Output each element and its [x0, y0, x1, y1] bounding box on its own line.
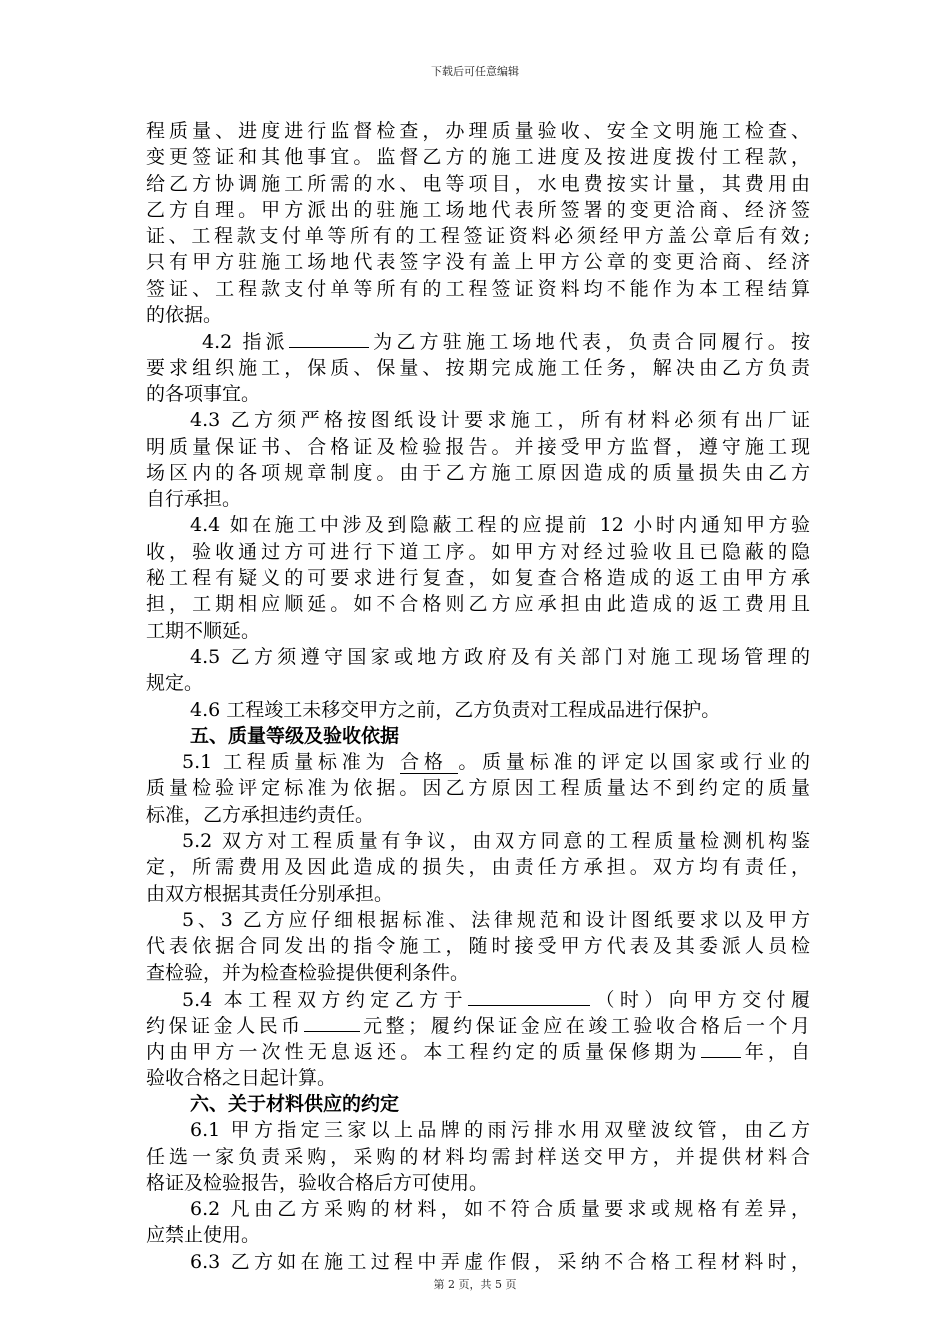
page-footer: 第 2 页，共 5 页 — [433, 1278, 517, 1291]
clause-5-1-suffix: 。质量标准的评定以国家或行业的 — [458, 751, 810, 774]
text-line: 程质量、进度进行监督检查，办理质量验收、安全文明施工检查、 — [146, 120, 810, 142]
text-line: 秘工程有疑义的可要求进行复查，如复查合格造成的返工由甲方承 — [146, 567, 810, 590]
clause-5-4-time: （时） — [590, 988, 669, 1011]
clause-5-4-line-2 — [146, 1012, 810, 1038]
text-line: 证、工程款支付单等所有的工程签证资料必须经甲方盖公章后有效; — [146, 225, 810, 248]
text-line: 只有甲方驻施工场地代表签字没有盖上甲方公章的变更洽商、经济 — [146, 251, 810, 274]
text-line: 收，验收通过方可进行下道工序。如甲方对经过验收且已隐蔽的隐 — [146, 540, 810, 563]
text-line: 4.6 工程竣工未移交甲方之前，乙方负责对工程成品进行保护。 — [190, 698, 721, 721]
text-line: 签证、工程款支付单等所有的工程签证资料均不能作为本工程结算 — [146, 277, 810, 300]
text-line: 场区内的各项规章制度。由于乙方施工原因造成的质量损失由乙方 — [146, 461, 810, 484]
section-6-heading: 六、关于材料供应的约定 — [190, 1092, 400, 1115]
text-line: 质量检验评定标准为依据。因乙方原因工程质量达不到约定的质量 — [146, 777, 810, 800]
warranty-years-blank — [701, 1038, 741, 1058]
document-body — [146, 118, 810, 1275]
representative-blank — [289, 328, 369, 348]
text-line: 的各项事宜。 — [146, 382, 261, 405]
text-line: 定，所需费用及因此造成的损失，由责任方承担。双方均有责任， — [146, 856, 810, 879]
clauses-6-block — [146, 1117, 810, 1275]
text-line: 5.2 双方对工程质量有争议，由双方同意的工程质量检测机构鉴 — [182, 830, 810, 853]
text-line: 任选一家负责采购，采购的材料均需封样送交甲方，并提供材料合 — [146, 1145, 810, 1168]
text-line: 由双方根据其责任分别承担。 — [146, 882, 394, 905]
text-line: 4.4 如在施工中涉及到隐蔽工程的应提前 12 小时内通知甲方验 — [190, 514, 810, 537]
clause-5-4-line-3 — [146, 1038, 810, 1064]
text-line: 乙方自理。甲方派出的驻施工场地代表所签署的变更洽商、经济签 — [146, 198, 810, 221]
clause-5-4-line-1 — [146, 986, 810, 1012]
clause-4-2-prefix: 4.2 指派 — [202, 331, 289, 354]
text-line: 要求组织施工，保质、保量、按期完成施工任务，解决由乙方负责 — [146, 356, 810, 379]
clause-4-1-block — [146, 118, 810, 328]
text-line: 格证及检验报告，验收合格后方可使用。 — [146, 1171, 489, 1194]
text-line: 担，工期相应顺延。如不合格则乙方应承担由此造成的返工费用且 — [146, 593, 810, 616]
text-line: 应禁止使用。 — [146, 1224, 261, 1247]
text-line: 6.2 凡由乙方采购的材料，如不符合质量要求或规格有差异， — [190, 1198, 810, 1221]
quality-standard-value: 合格 — [400, 751, 459, 774]
text-line: 的依据。 — [146, 304, 223, 327]
text-line: 明质量保证书、合格证及检验报告。并接受甲方监督，遵守施工现 — [146, 435, 810, 458]
section-5-heading: 五、质量等级及验收依据 — [190, 724, 400, 747]
deposit-prefix: 约保证金人民币 — [146, 1015, 304, 1038]
text-line: 代表依据合同发出的指令施工，随时接受甲方代表及其委派人员检 — [146, 935, 810, 958]
text-line: 工期不顺延。 — [146, 619, 261, 642]
clause-5-1-line — [146, 749, 810, 775]
deposit-amount-blank — [304, 1012, 360, 1032]
warranty-suffix: 年，自 — [740, 1041, 810, 1064]
text-line: 4.3 乙方须严格按图纸设计要求施工，所有材料必须有出厂证 — [190, 409, 810, 432]
clauses-5-1-to-5-3-block — [146, 775, 810, 985]
text-line: 6.3 乙方如在施工过程中弄虚作假，采纳不合格工程材料时， — [190, 1250, 810, 1273]
clause-5-4-suffix: 向甲方交付履 — [668, 988, 810, 1011]
text-line: 查检验，并为检查检验提供便利条件。 — [146, 961, 470, 984]
clause-4-2-suffix: 为乙方驻施工场地代表，负责合同履行。按 — [368, 331, 810, 354]
clauses-4-2-to-4-6-block — [146, 355, 810, 723]
text-line: 变更签证和其他事宜。监督乙方的施工进度及按进度拨付工程款， — [146, 146, 810, 169]
text-line: 规定。 — [146, 672, 204, 695]
delivery-date-blank — [468, 986, 590, 1006]
warranty-prefix: 内由甲方一次性无息返还。本工程约定的质量保修期为 — [146, 1041, 701, 1064]
clause-4-2-line — [146, 328, 810, 354]
page-header: 下载后可任意编辑 — [431, 65, 519, 78]
deposit-suffix: 元整；履约保证金应在竣工验收合格后一个月 — [359, 1015, 810, 1038]
text-line: 5、3 乙方应仔细根据标准、法律规范和设计图纸要求以及甲方 — [182, 908, 810, 931]
clause-5-1-prefix: 5.1 工程质量标准为 — [182, 751, 401, 774]
text-line: 4.5 乙方须遵守国家或地方政府及有关部门对施工现场管理的 — [190, 645, 810, 668]
clause-5-4-line-4: 验收合格之日起计算。 — [146, 1066, 337, 1089]
text-line: 6.1 甲方指定三家以上品牌的雨污排水用双壁波纹管，由乙方 — [190, 1119, 810, 1142]
text-line: 标准，乙方承担违约责任。 — [146, 803, 375, 826]
text-line: 给乙方协调施工所需的水、电等项目，水电费按实计量，其费用由 — [146, 172, 810, 195]
clause-5-4-prefix: 5.4 本工程双方约定乙方于 — [182, 988, 469, 1011]
text-line: 自行承担。 — [146, 488, 242, 511]
